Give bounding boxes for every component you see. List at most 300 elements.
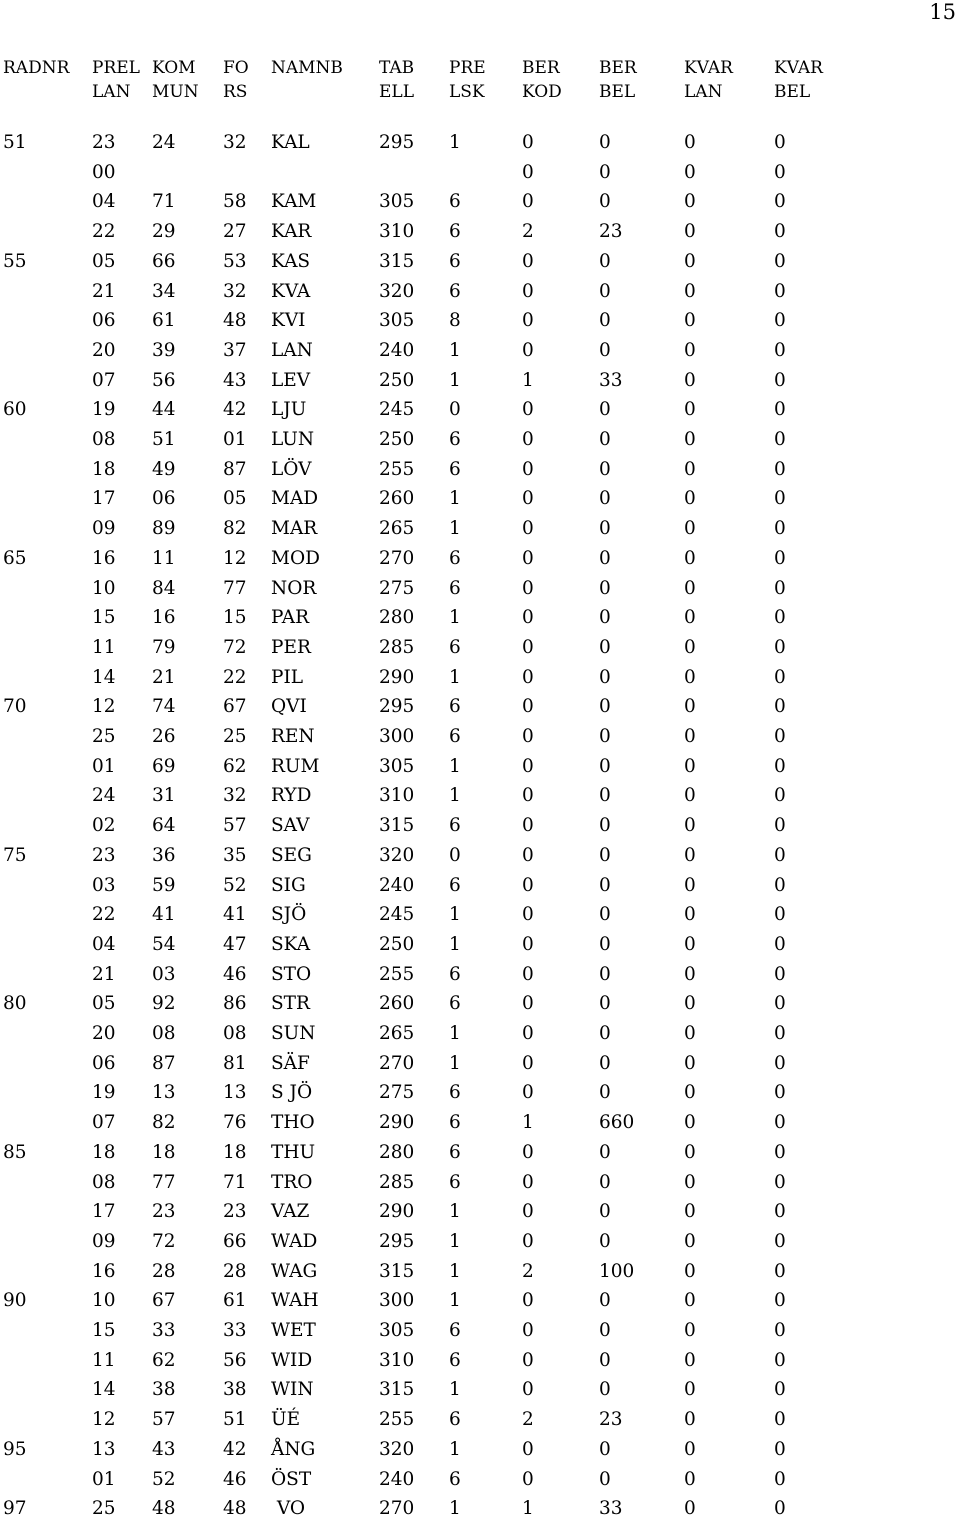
cell-berbel: 23 <box>599 221 623 243</box>
cell-fors: 32 <box>223 132 247 153</box>
cell-fors: 32 <box>223 280 247 302</box>
cell-tab: 305 <box>379 755 415 777</box>
cell-kvbel: 0 <box>774 1349 786 1371</box>
cell-berkod: 2 <box>522 1409 534 1431</box>
cell-prel: 08 <box>92 429 116 450</box>
cell-berbel: 0 <box>599 1230 611 1252</box>
cell-tab: 315 <box>379 1379 415 1401</box>
cell-namn: RYD <box>271 785 312 807</box>
cell-radnr: 95 <box>3 1438 27 1460</box>
cell-berbel: 0 <box>599 399 611 421</box>
cell-pre: 6 <box>449 1349 461 1371</box>
cell-namn: WAG <box>271 1260 318 1282</box>
cell-fors: 66 <box>223 1230 247 1252</box>
cell-namn: WIN <box>271 1379 314 1401</box>
cell-tab: 305 <box>379 1320 415 1341</box>
cell-berkod: 0 <box>522 1438 534 1460</box>
cell-kvlan: 0 <box>684 1230 696 1252</box>
cell-tab: 310 <box>379 1349 415 1371</box>
cell-tab: 275 <box>379 1082 415 1104</box>
cell-namn: THO <box>271 1112 315 1134</box>
cell-berbel: 660 <box>599 1112 635 1134</box>
cell-fors: 46 <box>223 963 247 985</box>
cell-namn: MAD <box>271 488 319 510</box>
cell-fors: 15 <box>223 607 247 629</box>
cell-berkod: 0 <box>522 1171 534 1193</box>
cell-fors: 38 <box>223 1379 247 1401</box>
cell-kom: 44 <box>152 399 176 421</box>
cell-kvbel: 0 <box>774 547 786 569</box>
cell-namn: WAH <box>271 1290 319 1312</box>
cell-namn: LÖV <box>271 458 312 480</box>
cell-tab: 295 <box>379 1230 415 1252</box>
cell-kvbel: 0 <box>774 874 786 896</box>
cell-berkod: 0 <box>522 963 534 985</box>
cell-kvbel: 0 <box>774 1023 786 1044</box>
cell-kvlan: 0 <box>684 547 696 569</box>
cell-pre: 6 <box>449 547 461 569</box>
cell-pre: 6 <box>449 696 461 718</box>
cell-tab: 245 <box>379 399 415 421</box>
cell-kom: 31 <box>152 785 176 807</box>
cell-berkod: 0 <box>522 191 534 213</box>
cell-berbel: 0 <box>599 250 611 272</box>
cell-prel: 09 <box>92 1230 116 1252</box>
cell-kvbel: 0 <box>774 1201 786 1223</box>
cell-kvlan: 0 <box>684 577 696 599</box>
cell-prel: 04 <box>92 191 116 213</box>
cell-prel: 03 <box>92 874 116 896</box>
cell-kvlan: 0 <box>684 191 696 213</box>
cell-tab: 255 <box>379 963 415 985</box>
cell-fors: 33 <box>223 1320 247 1341</box>
cell-fors: 82 <box>223 518 247 540</box>
cell-namn: KVI <box>271 310 306 332</box>
cell-fors: 42 <box>223 1438 247 1460</box>
cell-kvbel: 0 <box>774 577 786 599</box>
cell-berbel: 0 <box>599 1320 611 1341</box>
cell-namn: SEG <box>271 844 312 866</box>
cell-pre: 1 <box>449 1290 461 1312</box>
cell-berkod: 0 <box>522 1320 534 1341</box>
cell-tab: 285 <box>379 636 415 658</box>
cell-namn: THU <box>271 1141 316 1163</box>
cell-kvlan: 0 <box>684 429 696 450</box>
cell-berbel: 33 <box>599 1498 623 1520</box>
header-kvlan-line2: LAN <box>684 82 723 102</box>
cell-berkod: 0 <box>522 726 534 747</box>
header-berbel-line1: BER <box>599 58 637 78</box>
cell-prel: 22 <box>92 221 116 243</box>
cell-kvbel: 0 <box>774 132 786 153</box>
cell-pre: 6 <box>449 1409 461 1431</box>
cell-tab: 270 <box>379 1498 415 1520</box>
cell-kvbel: 0 <box>774 607 786 629</box>
cell-tab: 240 <box>379 874 415 896</box>
cell-pre: 1 <box>449 1230 461 1252</box>
cell-pre: 8 <box>449 310 461 332</box>
cell-namn: ÅNG <box>271 1438 316 1460</box>
cell-fors: 43 <box>223 369 247 391</box>
cell-berbel: 0 <box>599 1201 611 1223</box>
cell-kvbel: 0 <box>774 369 786 391</box>
cell-tab: 305 <box>379 191 415 213</box>
cell-berbel: 0 <box>599 488 611 510</box>
cell-pre: 6 <box>449 636 461 658</box>
cell-kom: 71 <box>152 191 176 213</box>
cell-fors: 61 <box>223 1290 247 1312</box>
cell-namn: LEV <box>271 369 311 391</box>
cell-kvbel: 0 <box>774 1112 786 1134</box>
cell-kvlan: 0 <box>684 815 696 837</box>
cell-kvlan: 0 <box>684 369 696 391</box>
cell-namn: MAR <box>271 518 318 540</box>
cell-kvbel: 0 <box>774 1409 786 1431</box>
cell-prel: 23 <box>92 132 116 153</box>
cell-pre: 6 <box>449 874 461 896</box>
cell-prel: 12 <box>92 696 116 718</box>
cell-kvbel: 0 <box>774 518 786 540</box>
cell-kvbel: 0 <box>774 1141 786 1163</box>
cell-tab: 295 <box>379 696 415 718</box>
cell-namn: PIL <box>271 666 304 688</box>
cell-kom: 56 <box>152 369 176 391</box>
cell-berkod: 0 <box>522 755 534 777</box>
cell-tab: 300 <box>379 726 415 747</box>
cell-namn: RUM <box>271 755 320 777</box>
cell-kvlan: 0 <box>684 607 696 629</box>
cell-berbel: 0 <box>599 904 611 926</box>
cell-berbel: 0 <box>599 1290 611 1312</box>
cell-kvbel: 0 <box>774 755 786 777</box>
cell-kom: 54 <box>152 933 176 955</box>
cell-pre: 6 <box>449 1171 461 1193</box>
cell-prel: 07 <box>92 1112 116 1134</box>
cell-berbel: 0 <box>599 429 611 450</box>
cell-prel: 14 <box>92 1379 116 1401</box>
cell-berbel: 0 <box>599 1379 611 1401</box>
cell-tab: 265 <box>379 518 415 540</box>
cell-kvlan: 0 <box>684 488 696 510</box>
cell-kvbel: 0 <box>774 1230 786 1252</box>
cell-prel: 21 <box>92 963 116 985</box>
cell-kvbel: 0 <box>774 458 786 480</box>
cell-pre: 6 <box>449 577 461 599</box>
cell-berkod: 0 <box>522 844 534 866</box>
cell-kom: 92 <box>152 993 176 1015</box>
cell-fors: 18 <box>223 1141 247 1163</box>
cell-fors: 62 <box>223 755 247 777</box>
cell-berkod: 0 <box>522 1082 534 1104</box>
cell-fors: 71 <box>223 1171 247 1193</box>
cell-prel: 22 <box>92 904 116 926</box>
cell-berkod: 0 <box>522 250 534 272</box>
cell-berbel: 0 <box>599 666 611 688</box>
cell-namn: SUN <box>271 1023 316 1044</box>
cell-kvlan: 0 <box>684 458 696 480</box>
cell-kom: 82 <box>152 1112 176 1134</box>
cell-tab: 240 <box>379 1468 415 1490</box>
cell-kom: 64 <box>152 815 176 837</box>
header-radnr-line1: RADNR <box>3 58 70 78</box>
cell-fors: 08 <box>223 1023 247 1044</box>
cell-prel: 21 <box>92 280 116 302</box>
page-number: 15 <box>929 0 956 24</box>
cell-namn: TRO <box>271 1171 313 1193</box>
cell-kom: 28 <box>152 1260 176 1282</box>
cell-prel: 00 <box>92 161 116 183</box>
cell-kvlan: 0 <box>684 1379 696 1401</box>
cell-namn: SKA <box>271 933 311 955</box>
cell-kvlan: 0 <box>684 755 696 777</box>
cell-kvlan: 0 <box>684 904 696 926</box>
header-kom-line1: KOM <box>152 58 196 78</box>
cell-berbel: 0 <box>599 1171 611 1193</box>
cell-kom: 77 <box>152 1171 176 1193</box>
cell-kom: 16 <box>152 607 176 629</box>
cell-pre: 6 <box>449 429 461 450</box>
cell-fors: 28 <box>223 1260 247 1282</box>
cell-kvbel: 0 <box>774 666 786 688</box>
cell-kom: 38 <box>152 1379 176 1401</box>
cell-fors: 42 <box>223 399 247 421</box>
cell-fors: 87 <box>223 458 247 480</box>
cell-berbel: 100 <box>599 1260 635 1282</box>
cell-berbel: 0 <box>599 577 611 599</box>
cell-pre: 6 <box>449 221 461 243</box>
cell-radnr: 65 <box>3 547 27 569</box>
cell-tab: 250 <box>379 369 415 391</box>
cell-namn: WID <box>271 1349 313 1371</box>
cell-kvbel: 0 <box>774 696 786 718</box>
cell-kvbel: 0 <box>774 339 786 361</box>
cell-pre: 6 <box>449 250 461 272</box>
cell-pre: 6 <box>449 280 461 302</box>
cell-berkod: 0 <box>522 904 534 926</box>
cell-kvlan: 0 <box>684 250 696 272</box>
cell-tab: 250 <box>379 933 415 955</box>
cell-kvbel: 0 <box>774 933 786 955</box>
cell-pre: 1 <box>449 132 461 153</box>
cell-tab: 260 <box>379 488 415 510</box>
cell-pre: 1 <box>449 339 461 361</box>
cell-radnr: 97 <box>3 1498 27 1520</box>
cell-pre: 1 <box>449 785 461 807</box>
header-kvbel-line1: KVAR <box>774 58 823 78</box>
cell-kvlan: 0 <box>684 1082 696 1104</box>
cell-berbel: 0 <box>599 785 611 807</box>
cell-berkod: 0 <box>522 874 534 896</box>
cell-tab: 320 <box>379 844 415 866</box>
cell-namn: LAN <box>271 339 313 361</box>
cell-kvlan: 0 <box>684 399 696 421</box>
cell-pre: 6 <box>449 458 461 480</box>
cell-tab: 290 <box>379 1112 415 1134</box>
header-kom-line2: MUN <box>152 82 199 102</box>
cell-kom: 89 <box>152 518 176 540</box>
cell-kvlan: 0 <box>684 1349 696 1371</box>
cell-tab: 310 <box>379 221 415 243</box>
cell-fors: 52 <box>223 874 247 896</box>
header-berkod-line2: KOD <box>522 82 562 102</box>
cell-kvlan: 0 <box>684 636 696 658</box>
cell-berbel: 0 <box>599 132 611 153</box>
cell-kom: 39 <box>152 339 176 361</box>
cell-kvbel: 0 <box>774 904 786 926</box>
cell-pre: 1 <box>449 1379 461 1401</box>
cell-berkod: 0 <box>522 933 534 955</box>
cell-berkod: 0 <box>522 399 534 421</box>
cell-kvlan: 0 <box>684 518 696 540</box>
cell-berbel: 0 <box>599 1349 611 1371</box>
header-tab-line1: TAB <box>379 58 415 78</box>
cell-kvbel: 0 <box>774 1290 786 1312</box>
cell-berbel: 0 <box>599 1468 611 1490</box>
cell-berkod: 0 <box>522 1230 534 1252</box>
cell-kom: 61 <box>152 310 176 332</box>
cell-berbel: 0 <box>599 755 611 777</box>
cell-kom: 69 <box>152 755 176 777</box>
cell-prel: 09 <box>92 518 116 540</box>
cell-tab: 255 <box>379 1409 415 1431</box>
cell-pre: 6 <box>449 1082 461 1104</box>
cell-prel: 16 <box>92 547 116 569</box>
cell-kvbel: 0 <box>774 310 786 332</box>
cell-radnr: 85 <box>3 1141 27 1163</box>
cell-kvbel: 0 <box>774 1260 786 1282</box>
cell-radnr: 51 <box>3 132 27 153</box>
cell-pre: 6 <box>449 963 461 985</box>
cell-namn: KVA <box>271 280 311 302</box>
cell-kom: 57 <box>152 1409 176 1431</box>
cell-berkod: 0 <box>522 458 534 480</box>
cell-pre: 1 <box>449 755 461 777</box>
cell-kvlan: 0 <box>684 161 696 183</box>
cell-fors: 86 <box>223 993 247 1015</box>
cell-prel: 06 <box>92 310 116 332</box>
cell-radnr: 80 <box>3 993 27 1015</box>
cell-berkod: 0 <box>522 488 534 510</box>
cell-radnr: 90 <box>3 1290 27 1312</box>
cell-pre: 1 <box>449 904 461 926</box>
cell-pre: 1 <box>449 1201 461 1223</box>
cell-radnr: 60 <box>3 399 27 421</box>
cell-berbel: 0 <box>599 726 611 747</box>
cell-prel: 25 <box>92 1498 116 1520</box>
cell-berbel: 0 <box>599 1141 611 1163</box>
cell-kvbel: 0 <box>774 488 786 510</box>
cell-kvbel: 0 <box>774 280 786 302</box>
cell-kvlan: 0 <box>684 874 696 896</box>
cell-kvlan: 0 <box>684 1320 696 1341</box>
header-kvbel-line2: BEL <box>774 82 811 102</box>
cell-namn: KAL <box>271 132 310 153</box>
cell-tab: 295 <box>379 132 415 153</box>
header-tab-line2: ELL <box>379 82 414 102</box>
cell-kom: 84 <box>152 577 176 599</box>
cell-fors: 77 <box>223 577 247 599</box>
cell-kvbel: 0 <box>774 1498 786 1520</box>
cell-berkod: 0 <box>522 1379 534 1401</box>
cell-pre: 1 <box>449 1438 461 1460</box>
cell-pre: 1 <box>449 518 461 540</box>
cell-tab: 305 <box>379 310 415 332</box>
cell-prel: 02 <box>92 815 116 837</box>
cell-namn: SAV <box>271 815 310 837</box>
cell-kvbel: 0 <box>774 1052 786 1074</box>
cell-namn: PAR <box>271 607 310 629</box>
cell-berbel: 0 <box>599 1082 611 1104</box>
cell-namn: SJÖ <box>271 904 307 926</box>
cell-prel: 04 <box>92 933 116 955</box>
cell-kvlan: 0 <box>684 696 696 718</box>
cell-prel: 07 <box>92 369 116 391</box>
cell-fors: 37 <box>223 339 247 361</box>
cell-berbel: 0 <box>599 874 611 896</box>
cell-berkod: 0 <box>522 1468 534 1490</box>
cell-fors: 13 <box>223 1082 247 1104</box>
cell-kvbel: 0 <box>774 250 786 272</box>
cell-kvbel: 0 <box>774 399 786 421</box>
cell-prel: 20 <box>92 1023 116 1044</box>
cell-prel: 18 <box>92 1141 116 1163</box>
cell-tab: 275 <box>379 577 415 599</box>
cell-berkod: 0 <box>522 696 534 718</box>
header-kvlan-line1: KVAR <box>684 58 733 78</box>
cell-namn: S JÖ <box>271 1082 313 1104</box>
cell-berkod: 0 <box>522 161 534 183</box>
cell-namn: VO <box>271 1498 306 1520</box>
cell-berkod: 0 <box>522 310 534 332</box>
cell-pre: 6 <box>449 1320 461 1341</box>
cell-berbel: 0 <box>599 1438 611 1460</box>
cell-berbel: 0 <box>599 191 611 213</box>
cell-pre: 1 <box>449 933 461 955</box>
cell-namn: SÄF <box>271 1052 310 1074</box>
cell-berkod: 0 <box>522 1023 534 1044</box>
cell-kom: 08 <box>152 1023 176 1044</box>
cell-tab: 320 <box>379 280 415 302</box>
cell-kvbel: 0 <box>774 636 786 658</box>
cell-pre: 1 <box>449 666 461 688</box>
cell-pre: 6 <box>449 993 461 1015</box>
cell-prel: 01 <box>92 1468 116 1490</box>
cell-berbel: 0 <box>599 339 611 361</box>
cell-fors: 51 <box>223 1409 247 1431</box>
cell-kvlan: 0 <box>684 221 696 243</box>
cell-berkod: 0 <box>522 132 534 153</box>
cell-fors: 01 <box>223 429 247 450</box>
cell-namn: SIG <box>271 874 306 896</box>
cell-prel: 19 <box>92 1082 116 1104</box>
cell-tab: 300 <box>379 1290 415 1312</box>
cell-fors: 22 <box>223 666 247 688</box>
cell-kom: 41 <box>152 904 176 926</box>
cell-berkod: 0 <box>522 636 534 658</box>
cell-prel: 01 <box>92 755 116 777</box>
cell-berbel: 33 <box>599 369 623 391</box>
cell-kvlan: 0 <box>684 666 696 688</box>
cell-prel: 24 <box>92 785 116 807</box>
cell-berkod: 0 <box>522 547 534 569</box>
cell-namn: STO <box>271 963 312 985</box>
cell-kvlan: 0 <box>684 844 696 866</box>
cell-kvbel: 0 <box>774 815 786 837</box>
cell-kom: 26 <box>152 726 176 747</box>
cell-prel: 06 <box>92 1052 116 1074</box>
cell-tab: 290 <box>379 1201 415 1223</box>
cell-namn: VAZ <box>271 1201 310 1223</box>
